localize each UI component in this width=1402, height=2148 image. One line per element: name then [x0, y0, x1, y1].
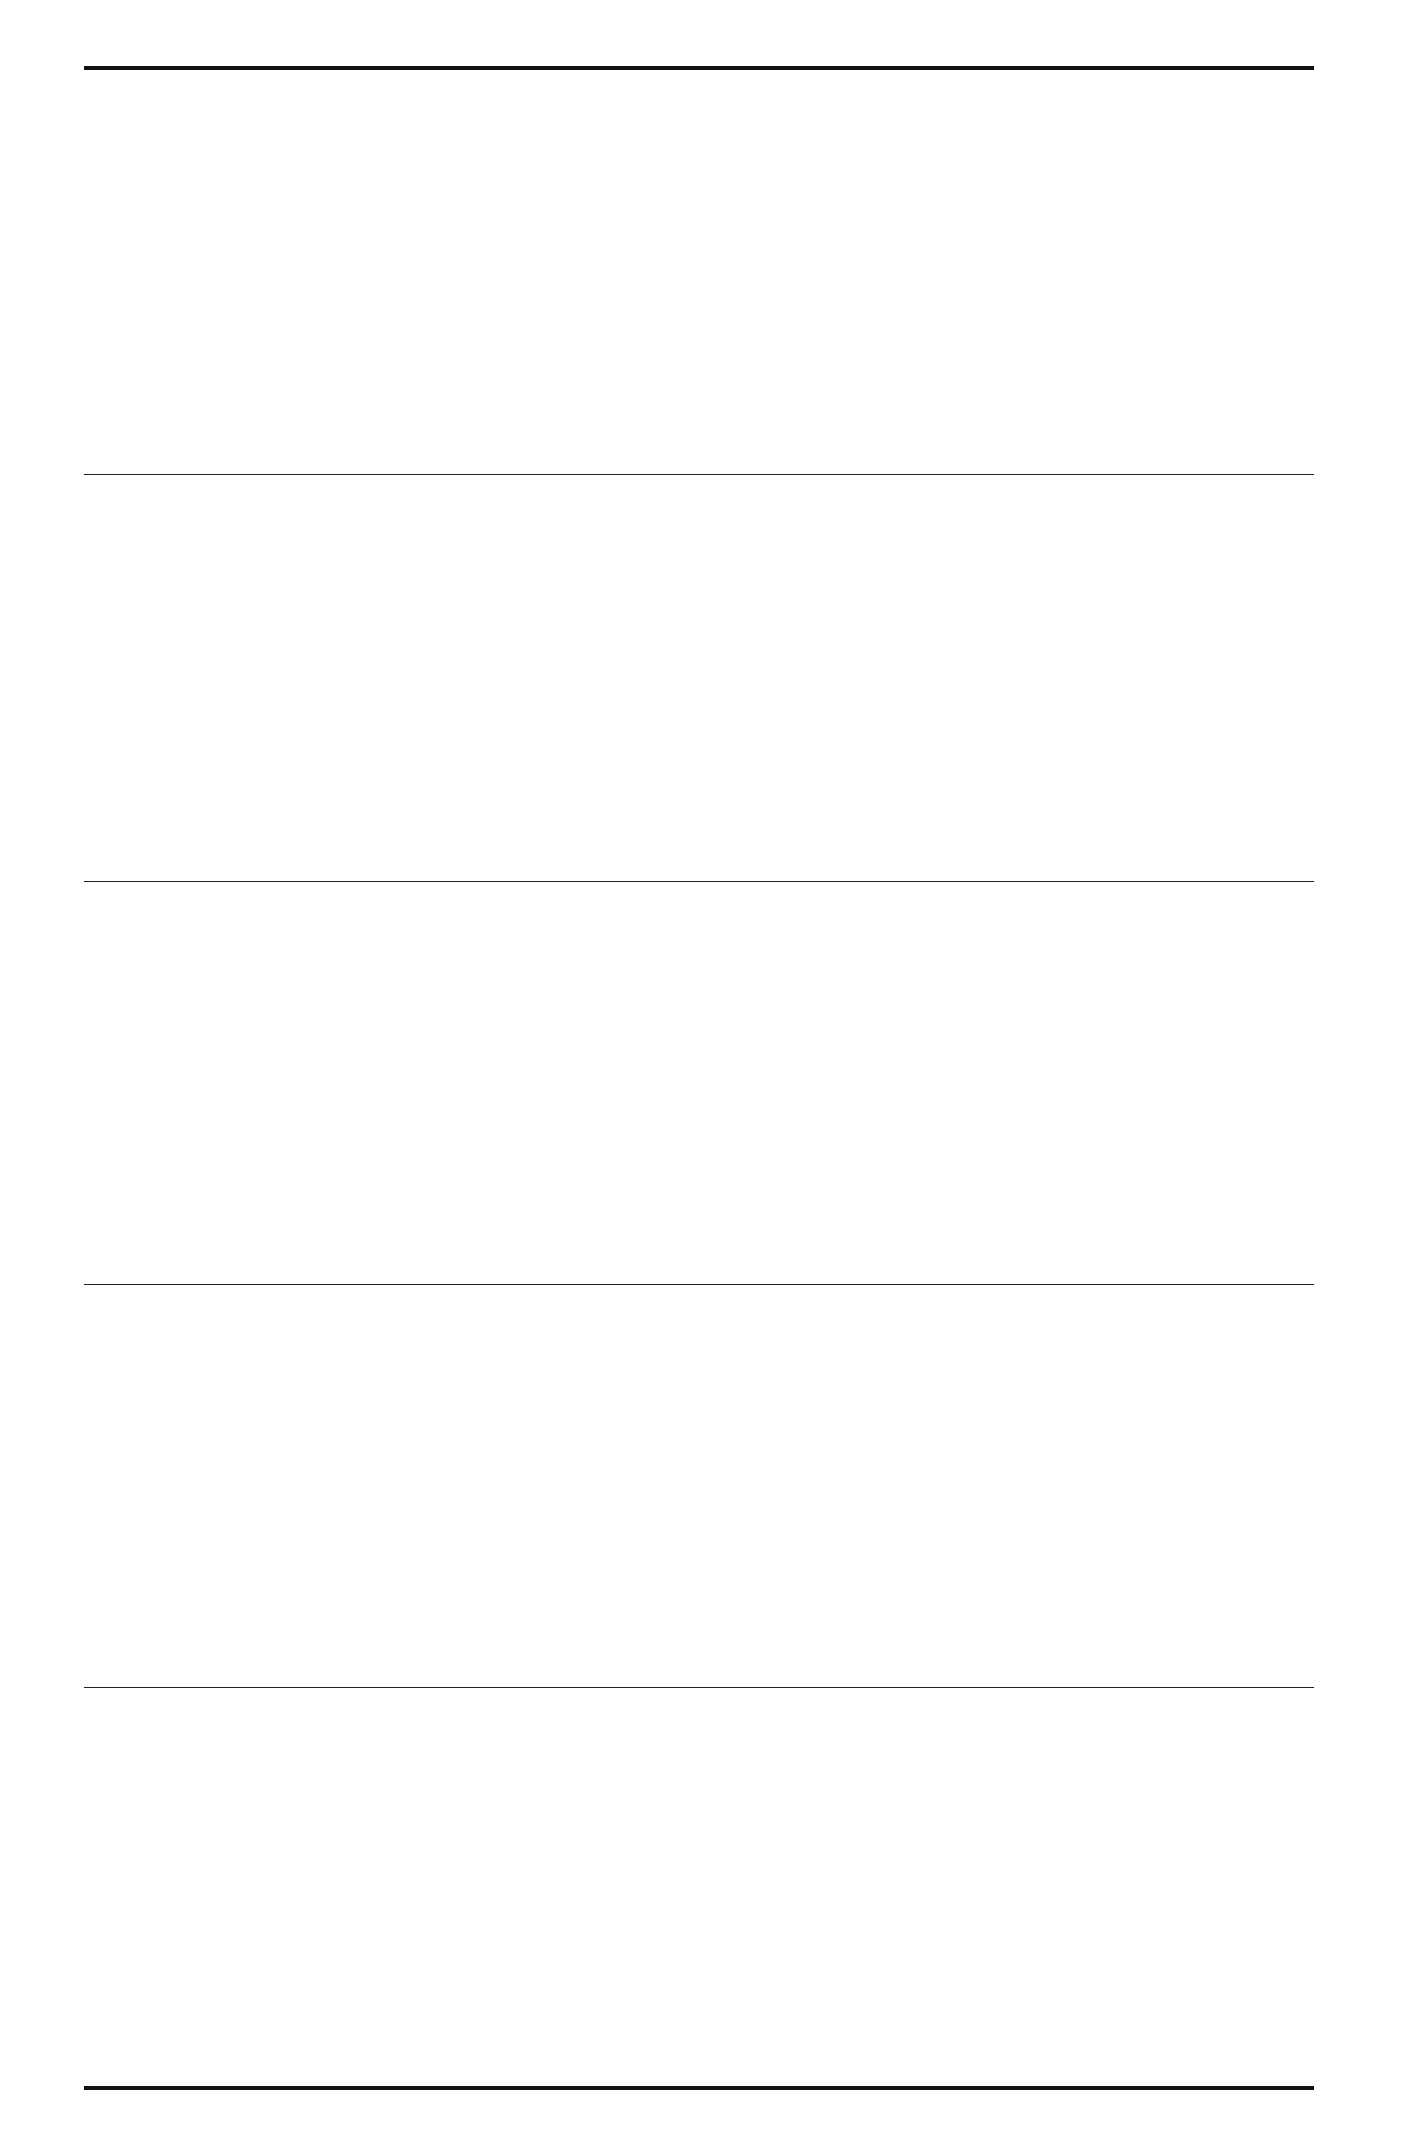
text-line [1254, 412, 1306, 432]
text-line [1254, 1370, 1306, 1444]
text-line [1254, 1209, 1306, 1283]
text-section-4 [96, 1286, 1306, 1686]
text-line [1254, 786, 1306, 860]
text-line [1254, 1518, 1306, 1592]
text-line [1254, 352, 1306, 372]
text-line [1254, 392, 1306, 412]
text-line [1254, 72, 1306, 130]
vertical-text-block [1254, 476, 1306, 880]
text-line [1254, 1286, 1306, 1296]
text-line [1254, 490, 1306, 564]
text-line [1254, 967, 1306, 1041]
text-line [1254, 130, 1306, 204]
vertical-text-block [1254, 883, 1306, 1283]
text-line [1254, 638, 1306, 712]
section-divider-1 [84, 474, 1314, 475]
text-line [1254, 1135, 1306, 1209]
text-line [1254, 1444, 1306, 1518]
text-line [1254, 204, 1306, 278]
text-line [1254, 1666, 1306, 1686]
text-line [1254, 1041, 1306, 1115]
vertical-text-block [1254, 72, 1306, 472]
text-line [1254, 1296, 1306, 1370]
text-section-2 [96, 476, 1306, 880]
text-line [1254, 712, 1306, 786]
text-line [1254, 883, 1306, 947]
text-line [1254, 564, 1306, 638]
text-line [1254, 432, 1306, 452]
section-divider-2 [84, 881, 1314, 882]
section-divider-4 [84, 1687, 1314, 1688]
text-line [1254, 1115, 1306, 1135]
section-divider-3 [84, 1284, 1314, 1285]
text-section-1 [96, 72, 1306, 472]
text-line [1254, 1592, 1306, 1666]
text-line [1254, 452, 1306, 472]
bottom-rule [84, 2086, 1314, 2090]
vertical-text-block [1254, 1286, 1306, 1686]
text-line [1254, 860, 1306, 880]
text-line [1254, 278, 1306, 352]
text-line [1254, 372, 1306, 392]
text-line [1254, 476, 1306, 490]
text-section-3 [96, 883, 1306, 1283]
top-rule [84, 66, 1314, 70]
text-line [1254, 947, 1306, 967]
